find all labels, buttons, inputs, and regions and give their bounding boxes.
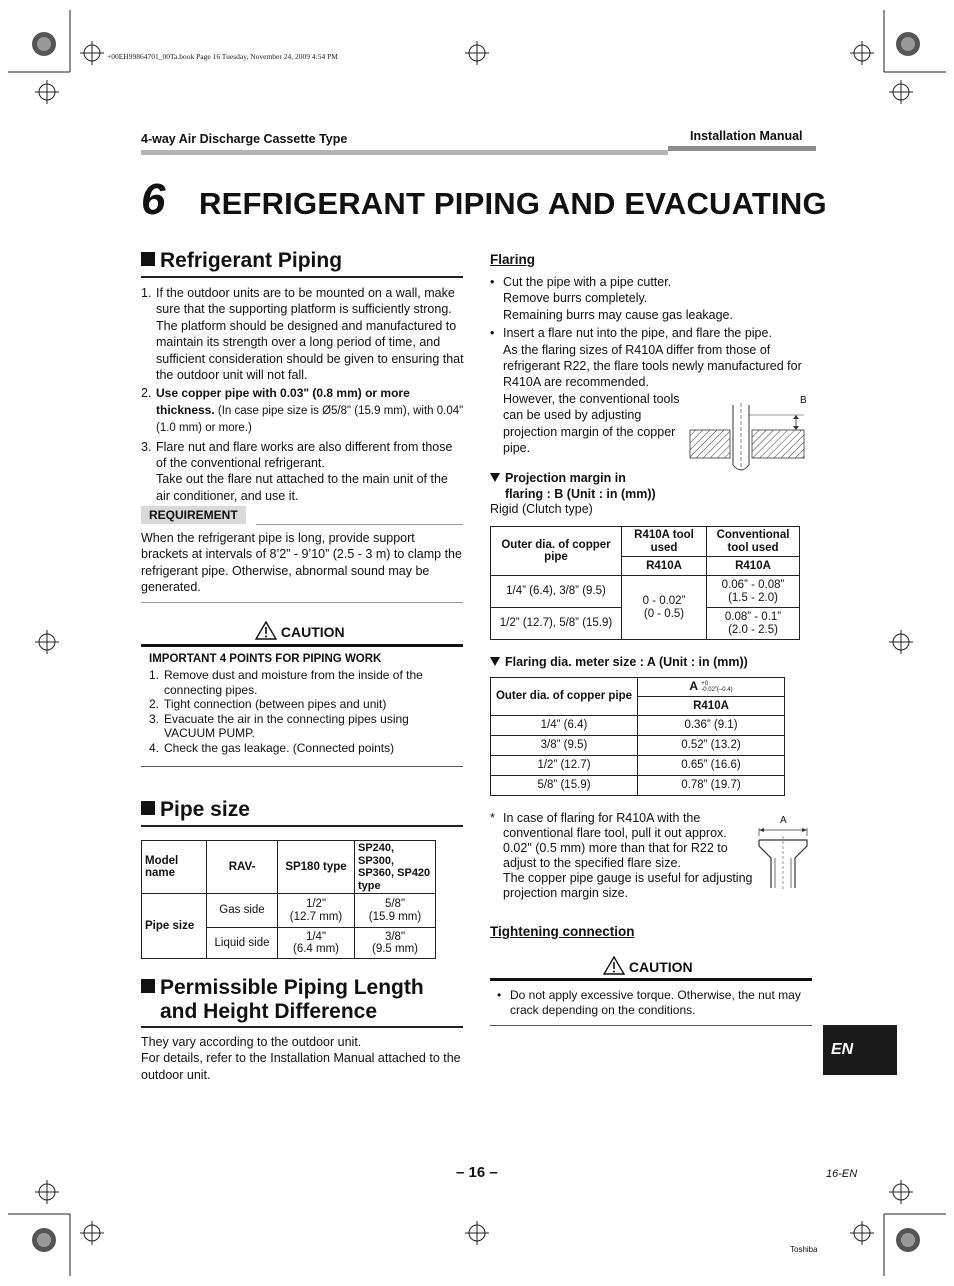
chapter-number: 6 (141, 175, 166, 224)
requirement-end-rule (141, 602, 463, 603)
header-manual-title: Installation Manual (690, 129, 803, 143)
section-rule (141, 825, 463, 827)
caution-rule (490, 978, 812, 981)
flaring-bullets (490, 274, 812, 391)
projection-margin-title: Projection margin in flaring : B (Unit : in (mm)) (490, 470, 656, 502)
list-item: 4. Check the gas leakage. (Connected points) (149, 740, 395, 755)
list-item: 1. Remove dust and moisture from the inside of the connecting pipes. (149, 668, 423, 697)
flaring-diameter-table (490, 677, 785, 796)
diagram-b-label: B (800, 395, 807, 406)
list-item: • Insert a flare nut into the pipe, and flare the pipe. As the flaring sizes of R410A differ from those of refrigerant R22, the flare tools newly manufactured for R410A are recommended. (490, 326, 802, 390)
requirement-rule (256, 524, 463, 525)
table-cell: Liquid side (207, 928, 278, 959)
tightening-caution-heading: CAUTION (603, 956, 693, 975)
requirement-text: When the refrigerant pipe is long, provide support brackets at intervals of 8’2” - 9’10” (2.5 - 3 m) to clamp the refrigerant pipe. Otherwise, abnormal sound may be generated. (141, 531, 462, 595)
caution-end-rule (490, 1025, 812, 1026)
table-cell: 1/2” (12.7) (491, 756, 638, 776)
list-item: 3. Flare nut and flare works are also different from those of the conventional refrigerant. Take out the flare nut attached to the main unit of the air conditioner, and use it. (141, 439, 453, 503)
page-number-en: 16-EN (826, 1168, 858, 1180)
table-header: R410A (707, 557, 800, 576)
table-cell: Pipe size (142, 894, 207, 959)
warning-triangle-icon (603, 956, 625, 975)
page-number: – 16 – (456, 1164, 498, 1181)
book-info-line: +00EH99864701_00Ta.book Page 16 Tuesday, November 24, 2009 4:54 PM (107, 52, 338, 61)
rigid-clutch-label: Rigid (Clutch type) (490, 502, 593, 516)
warning-triangle-icon (255, 621, 277, 640)
table-cell: 5/8" (15.9 mm) (355, 894, 436, 928)
table-cell: 1/4” (6.4) (491, 716, 638, 736)
header-rule-right (668, 146, 816, 151)
table-cell: 1/2" (12.7 mm) (278, 894, 355, 928)
square-bullet-icon (141, 979, 155, 993)
table-header: R410A (622, 557, 707, 576)
table-cell: 0.06” - 0.08” (1.5 - 2.0) (707, 576, 800, 608)
flare-diameter-diagram (755, 826, 815, 892)
caution-points-heading: IMPORTANT 4 POINTS FOR PIPING WORK (149, 653, 382, 665)
refrigerant-piping-list (141, 285, 465, 504)
table-cell: 1/2” (12.7), 5/8” (15.9) (491, 608, 622, 640)
table-header: RAV- (207, 841, 278, 894)
flaring-however-text: However, the conventional tools can be used by adjusting projection margin of the copper pipe. (503, 392, 680, 456)
bullet-icon: • (490, 326, 495, 341)
list-item: 2. Use copper pipe with 0.03" (0.8 mm) or more thickness. (In case pipe size is Ø5/8" (15.9 mm), with 0.04" (1.0 mm) or more.) (141, 386, 464, 435)
down-triangle-icon (490, 657, 500, 666)
tightening-caution-item: • Do not apply excessive torque. Otherwise, the nut may crack depending on the conditions. (497, 988, 801, 1017)
permissible-text: They vary according to the outdoor unit. For details, refer to the Installation Manual attached to the outdoor unit. (141, 1035, 461, 1082)
note-asterisk: * (490, 811, 495, 825)
table-cell: 0.36” (9.1) (638, 716, 785, 736)
table-header: R410A (638, 697, 785, 716)
bullet-icon: • (490, 275, 495, 289)
table-header: Conventional tool used (707, 527, 800, 557)
table-header: SP180 type (278, 841, 355, 894)
table-header: Model name (142, 841, 207, 894)
list-item: 2. Tight connection (between pipes and unit) (149, 697, 387, 711)
list-item: 3. Evacuate the air in the connecting pipes using VACUUM PUMP. (149, 711, 409, 740)
header-product-type: 4-way Air Discharge Cassette Type (141, 132, 348, 146)
requirement-label: REQUIREMENT (141, 506, 246, 524)
table-cell: 1/4" (6.4 mm) (278, 928, 355, 959)
caution-rule (141, 644, 463, 647)
header-rule-left (141, 150, 668, 155)
table-row (491, 756, 785, 776)
table-cell: 0.52” (13.2) (638, 736, 785, 756)
bullet-icon: • (497, 988, 502, 1002)
caution-heading: CAUTION (255, 621, 345, 640)
projection-margin-table (490, 526, 800, 640)
section-rule (141, 1026, 463, 1028)
down-triangle-icon (490, 473, 500, 482)
section-permissible-title: Permissible Piping Length and Height Difference (141, 976, 424, 1024)
table-row (142, 894, 436, 928)
table-row (491, 716, 785, 736)
table-cell: 0.78” (19.7) (638, 776, 785, 796)
language-tab-en: EN (823, 1025, 897, 1075)
table-cell: Gas side (207, 894, 278, 928)
table-row (491, 736, 785, 756)
table-row (491, 776, 785, 796)
table-header: SP240, SP300, SP360, SP420 type (355, 841, 436, 894)
table-header: Outer dia. of copper pipe (491, 527, 622, 576)
flaring-diameter-title: Flaring dia. meter size : A (Unit : in (mm)) (490, 655, 748, 669)
flaring-note: In case of flaring for R410A with the conventional flare tool, pull it out approx. 0.02" (0.5 mm) more than that for R22 to adjust to the specified flare size. The copper pipe gauge is useful for adjusting projection margin size. (503, 811, 753, 900)
table-cell: 5/8” (15.9) (491, 776, 638, 796)
chapter-title: REFRIGERANT PIPING AND EVACUATING (199, 186, 827, 221)
list-item: 1. If the outdoor units are to be mounted on a wall, make sure that the supporting platform is sufficiently strong. The platform should be designed and manufactured to maintain its strength over a long period of time, and sufficient consideration should be given to ensuring that the outdoor unit will not fall. (141, 286, 464, 383)
pipe-size-table (141, 840, 436, 959)
section-refrigerant-piping-title: Refrigerant Piping (141, 249, 342, 273)
table-cell: 0.08” - 0.1” (2.0 - 2.5) (707, 608, 800, 640)
table-header: R410A tool used (622, 527, 707, 557)
brand-label: Toshiba (790, 1245, 818, 1254)
list-item: • Cut the pipe with a pipe cutter. Remove burrs completely. Remaining burrs may cause gas leakage. (490, 275, 733, 322)
section-pipe-size-title: Pipe size (141, 798, 250, 822)
table-cell: 3/8” (9.5) (491, 736, 638, 756)
flaring-title: Flaring (490, 252, 536, 267)
section-rule (141, 276, 463, 278)
table-cell: 1/4” (6.4), 3/8” (9.5) (491, 576, 622, 608)
square-bullet-icon (141, 252, 155, 266)
diagram-a-label: A (780, 815, 787, 826)
table-cell: 0 - 0.02” (0 - 0.5) (622, 576, 707, 640)
table-header: A +0 -0.02”(–0.4) (638, 678, 785, 697)
square-bullet-icon (141, 801, 155, 815)
caution-points-list (149, 668, 459, 755)
table-cell: 0.65” (16.6) (638, 756, 785, 776)
table-cell: 3/8" (9.5 mm) (355, 928, 436, 959)
table-row (491, 576, 800, 608)
caution-end-rule (141, 766, 463, 767)
flare-projection-diagram (688, 395, 808, 475)
table-header: Outer dia. of copper pipe (491, 678, 638, 716)
tightening-title: Tightening connection (490, 924, 635, 939)
